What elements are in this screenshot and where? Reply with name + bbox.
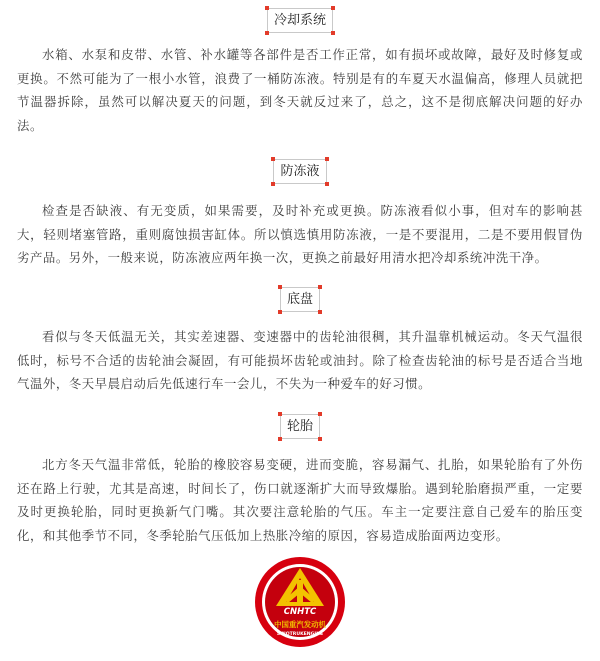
section-heading-tires [280,414,320,439]
section-heading-wrap-chassis [0,287,600,312]
section-body-tires: 北方冬天气温非常低，轮胎的橡胶容易变硬，进而变脆，容易漏气、扎胎，如果轮胎有了外伤还在路上行驶，尤其是高速，时间长了，伤口就逐渐扩大而导致爆胎。遇到轮胎磨损严重，一定要及时更换轮胎，同时更换新气门嘴。其次要注意轮胎的气压。车主一定要注意自己爱车的胎压变化，和其他季节不同，冬季轮胎气压低加上热胀冷缩的原因，容易造成胎面两边变形。 [17,457,583,543]
section-heading-wrap-cooling [0,8,600,33]
section-heading-chassis [280,287,320,312]
logo-name-en: SINOTRUKENGINE [276,632,324,637]
section-body-cooling: 水箱、水泵和皮带、水管、补水罐等各部件是否工作正常，如有损坏或故障，最好及时修复或更换。不然可能为了一根小水管，浪费了一桶防冻液。特别是有的车夏天水温偏高，修理人员就把节温器拆除，虽然可以解决夏天的问题，到冬天就反过来了，总之，这不是彻底解决问题的好办法。 [17,47,583,133]
cnhtc-logo [254,556,346,648]
section-heading-chassis-label: 底盘 [286,292,313,307]
logo-name-cn: 中国重汽发动机 [274,620,326,629]
section-heading-antifreeze [273,159,326,184]
section-body-chassis: 看似与冬天低温无关，其实差速器、变速器中的齿轮油很稠，其升温靠机械运动。冬天气温很低时，标号不合适的齿轮油会凝固，有可能损坏齿轮或油封。除了检查齿轮油的标号是否适合当地气温外，冬天早晨启动后先低速行车一会儿，不失为一种爱车的好习惯。 [17,329,583,391]
section-heading-cooling [267,8,333,33]
section-body-antifreeze: 检查是否缺液、有无变质，如果需要，及时补充或更换。防冻液看似小事，但对车的影响甚大，轻则堵塞管路，重则腐蚀损害缸体。所以慎选慎用防冻液，一是不要混用，二是不要用假冒伪劣产品。另外，一般来说，防冻液应两年换一次，更换之前最好用清水把冷却系统冲洗干净。 [17,203,583,265]
section-heading-wrap-tires [0,414,600,439]
section-heading-cooling-label: 冷却系统 [273,13,326,28]
section-heading-antifreeze-label: 防冻液 [280,164,320,179]
logo-brand-en: CNHTC [283,607,317,617]
section-heading-tires-label: 轮胎 [286,419,313,434]
section-heading-wrap-antifreeze [0,159,600,184]
